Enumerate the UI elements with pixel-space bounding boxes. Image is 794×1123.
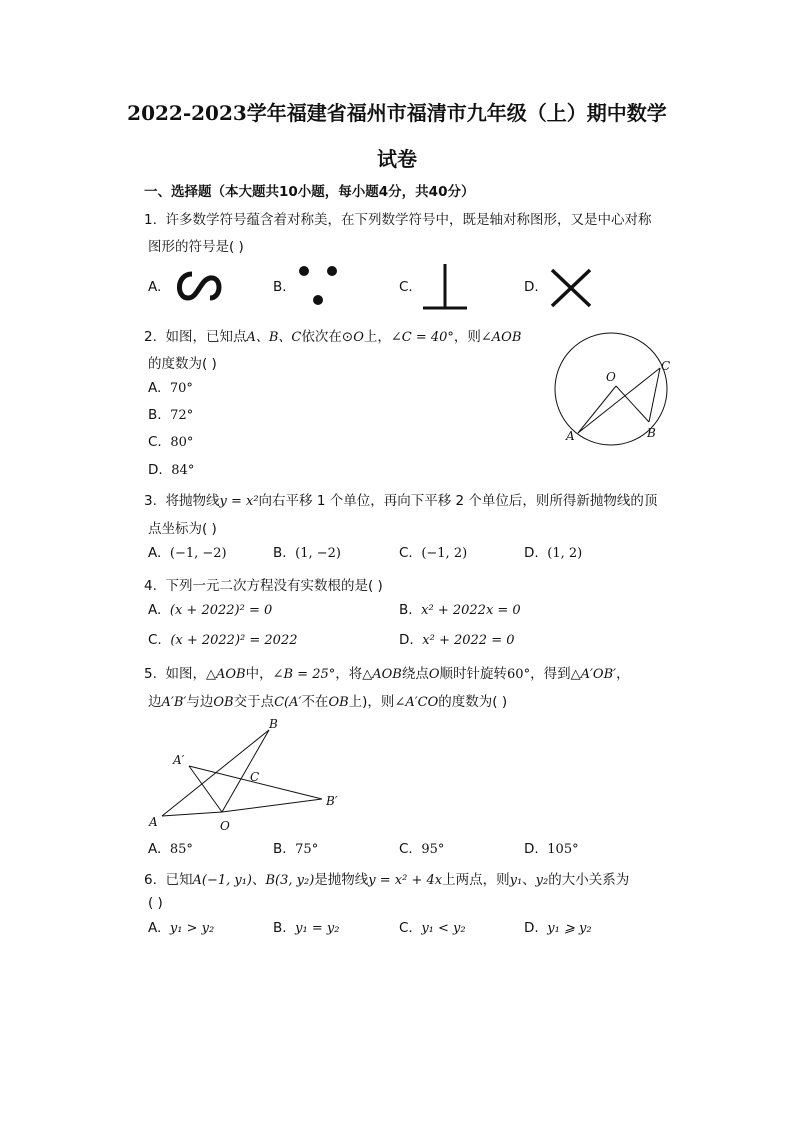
question-5-line1: [144, 662, 630, 682]
option-value: (x + 2022)² = 2022: [170, 633, 298, 648]
label-b: B: [647, 426, 656, 440]
q3-option-d: [524, 545, 582, 561]
question-number: 3.: [144, 493, 157, 509]
math-expression: A′B′: [161, 695, 187, 710]
question-text: 如图，: [165, 666, 206, 682]
math-expression: y₂: [535, 873, 549, 888]
math-expression: y = x²: [219, 494, 259, 509]
q3-option-c: [399, 545, 467, 561]
question-number: 2.: [144, 329, 157, 345]
math-expression: △AOB: [362, 667, 402, 682]
question-number: 5.: [144, 666, 157, 682]
q2-option-a: [148, 380, 193, 396]
math-expression: ∠C = 40°: [390, 330, 454, 345]
perpendicular-symbol-icon: [420, 262, 470, 312]
question-3-line1: [144, 489, 657, 509]
question-text: 绕点: [401, 666, 429, 682]
option-value: (−1, −2): [169, 546, 227, 561]
math-expression: ∠B = 25°: [272, 667, 336, 682]
option-value: y₁ = y₂: [295, 921, 340, 936]
segment-ob: [616, 386, 649, 422]
option-value: x² + 2022 = 0: [422, 633, 515, 648]
math-expression: B(3, y₂): [265, 873, 315, 888]
q1-option-a-label: A.: [148, 279, 162, 295]
question-text: 不在: [301, 694, 329, 710]
option-label: D.: [524, 920, 539, 936]
paper-title-line2: 试卷: [377, 147, 417, 171]
question-1-line2: 图形的符号是( ): [148, 239, 244, 255]
question-2-line1: [144, 325, 521, 345]
label-a: A: [149, 815, 158, 829]
question-number: 4.: [144, 578, 157, 594]
q6-option-b: [273, 920, 339, 936]
question-6-line1: [144, 868, 629, 888]
math-expression: O: [428, 667, 440, 682]
paper-title-line1: 2022-2023学年福建省福州市福清市九年级（上）期中数学: [127, 101, 667, 125]
question-text: 上)，则: [348, 694, 395, 710]
segment-ob: [222, 730, 269, 812]
q2-option-d: [148, 462, 194, 478]
question-number: 6.: [144, 872, 157, 888]
option-value: 85°: [169, 842, 193, 857]
question-3-line2: 点坐标为( ): [148, 521, 217, 537]
option-value: 105°: [547, 842, 579, 857]
question-5-line2: [148, 690, 507, 710]
option-value: 95°: [421, 842, 445, 857]
question-text: 已知: [165, 872, 193, 888]
option-label: B.: [273, 920, 287, 936]
q3-option-b: [273, 545, 341, 561]
q5-option-a: [148, 841, 193, 857]
option-value: y₁ ⩾ y₂: [547, 921, 592, 936]
label-c: C: [661, 359, 671, 373]
question-6-line2: ( ): [148, 895, 163, 911]
circle-name: O: [353, 330, 364, 345]
section-heading: 一、选择题（本大题共10小题，每小题4分，共40分）: [144, 184, 475, 200]
option-label: C.: [399, 545, 413, 561]
times-symbol-icon: [548, 266, 594, 310]
math-expression: ∠A′CO: [394, 695, 439, 710]
circle-figure: [548, 328, 688, 448]
math-expression: y = x² + 4x: [368, 873, 443, 888]
q4-option-c: [148, 632, 297, 648]
option-value: 70°: [169, 381, 193, 396]
question-text: 的度数为( ): [438, 694, 508, 710]
label-b: B: [269, 717, 278, 731]
q1-option-d-label: D.: [524, 279, 539, 295]
question-text: 许多数学符号蕴含着对称美，在下列数学符号中，既是轴对称图形，又是中心对称: [165, 212, 652, 228]
option-label: C.: [399, 920, 413, 936]
question-text: ，: [616, 666, 630, 682]
option-label: D.: [399, 632, 414, 648]
option-value: 75°: [295, 842, 319, 857]
rotation-figure: [145, 712, 355, 837]
option-value: x² + 2022x = 0: [421, 603, 521, 618]
question-text: 、: [522, 872, 536, 888]
question-text: 下列一元二次方程没有实数根的是( ): [165, 578, 383, 594]
option-label: B.: [148, 407, 162, 423]
question-1-line1: [144, 208, 651, 228]
q3-option-a: [148, 545, 227, 561]
q6-option-d: [524, 920, 592, 936]
question-text: 依次在⊙: [301, 329, 354, 345]
option-value: 80°: [170, 435, 194, 450]
label-a-prime: A′: [173, 753, 185, 767]
math-expression: △AOB: [205, 667, 246, 682]
segment-ob-prime: [222, 799, 322, 812]
option-label: D.: [524, 545, 539, 561]
question-text: 、: [252, 872, 266, 888]
math-expression: 60°: [507, 667, 531, 682]
q4-option-b: [399, 602, 521, 618]
label-a: A: [566, 429, 575, 443]
option-label: D.: [524, 841, 539, 857]
option-value: 72°: [170, 408, 194, 423]
question-text: 将抛物线: [165, 493, 220, 509]
s-curve-symbol-icon: [172, 268, 226, 304]
question-2-line2: 的度数为( ): [148, 356, 217, 372]
math-expression: OB: [213, 695, 234, 710]
q5-option-c: [399, 841, 444, 857]
label-b-prime: B′: [326, 794, 338, 808]
option-value: (−1, 2): [421, 546, 468, 561]
segment-oa: [578, 386, 616, 433]
q5-option-d: [524, 841, 579, 857]
option-value: (1, −2): [295, 546, 341, 561]
math-expression: △A′OB′: [570, 667, 617, 682]
three-dots-symbol-icon: [295, 264, 345, 308]
option-label: B.: [273, 841, 287, 857]
option-label: A.: [148, 841, 162, 857]
q5-option-b: [273, 841, 318, 857]
option-label: A.: [148, 545, 162, 561]
question-text: ，将: [335, 666, 363, 682]
question-text: ，得到: [530, 666, 571, 682]
segment-ac: [578, 368, 660, 433]
option-label: B.: [399, 602, 413, 618]
option-label: A.: [148, 602, 162, 618]
option-label: A.: [148, 380, 162, 396]
label-o: O: [220, 819, 230, 833]
question-text: 中，: [245, 666, 273, 682]
label-c: C: [250, 770, 260, 784]
question-text: 是抛物线: [314, 872, 369, 888]
math-expression: OB: [328, 695, 349, 710]
q6-option-a: [148, 920, 214, 936]
option-label: B.: [273, 545, 287, 561]
option-value: y₁ > y₂: [169, 921, 215, 936]
q1-option-c-label: C.: [399, 279, 413, 295]
option-label: C.: [399, 841, 413, 857]
question-text: 与边: [186, 694, 214, 710]
segment-ao: [162, 812, 222, 816]
question-text: 交于点: [233, 694, 275, 710]
option-value: y₁ < y₂: [421, 921, 466, 936]
question-text: ，则: [453, 329, 481, 345]
math-expression: C(A′: [274, 695, 302, 710]
option-value: (x + 2022)² = 0: [169, 603, 273, 618]
segment-cb: [649, 368, 660, 422]
question-text: 顺时针旋转: [439, 666, 508, 682]
option-label: C.: [148, 434, 162, 450]
question-text: 的大小关系为: [548, 872, 630, 888]
math-expression: A(−1, y₁): [192, 873, 252, 888]
option-label: C.: [148, 632, 162, 648]
math-expression: ∠AOB: [480, 330, 522, 345]
question-text: 如图，已知点: [165, 329, 247, 345]
option-label: A.: [148, 920, 162, 936]
q2-option-c: [148, 434, 193, 450]
question-text: 边: [148, 694, 162, 710]
point-names: A、B、C: [246, 330, 302, 345]
option-value: (1, 2): [547, 546, 583, 561]
option-value: 84°: [171, 463, 195, 478]
math-expression: y₁: [509, 873, 523, 888]
q4-option-d: [399, 632, 515, 648]
question-number: 1.: [144, 212, 157, 228]
question-4-line1: [144, 574, 383, 594]
q2-option-b: [148, 407, 193, 423]
option-label: D.: [148, 462, 163, 478]
q6-option-c: [399, 920, 466, 936]
question-text: 向右平移 1 个单位，再向下平移 2 个单位后，则所得新抛物线的顶: [258, 493, 658, 509]
question-text: 上，: [363, 329, 391, 345]
question-text: 上两点，则: [442, 872, 510, 888]
q4-option-a: [148, 602, 272, 618]
label-o: O: [606, 370, 616, 384]
q1-option-b-label: B.: [273, 279, 287, 295]
